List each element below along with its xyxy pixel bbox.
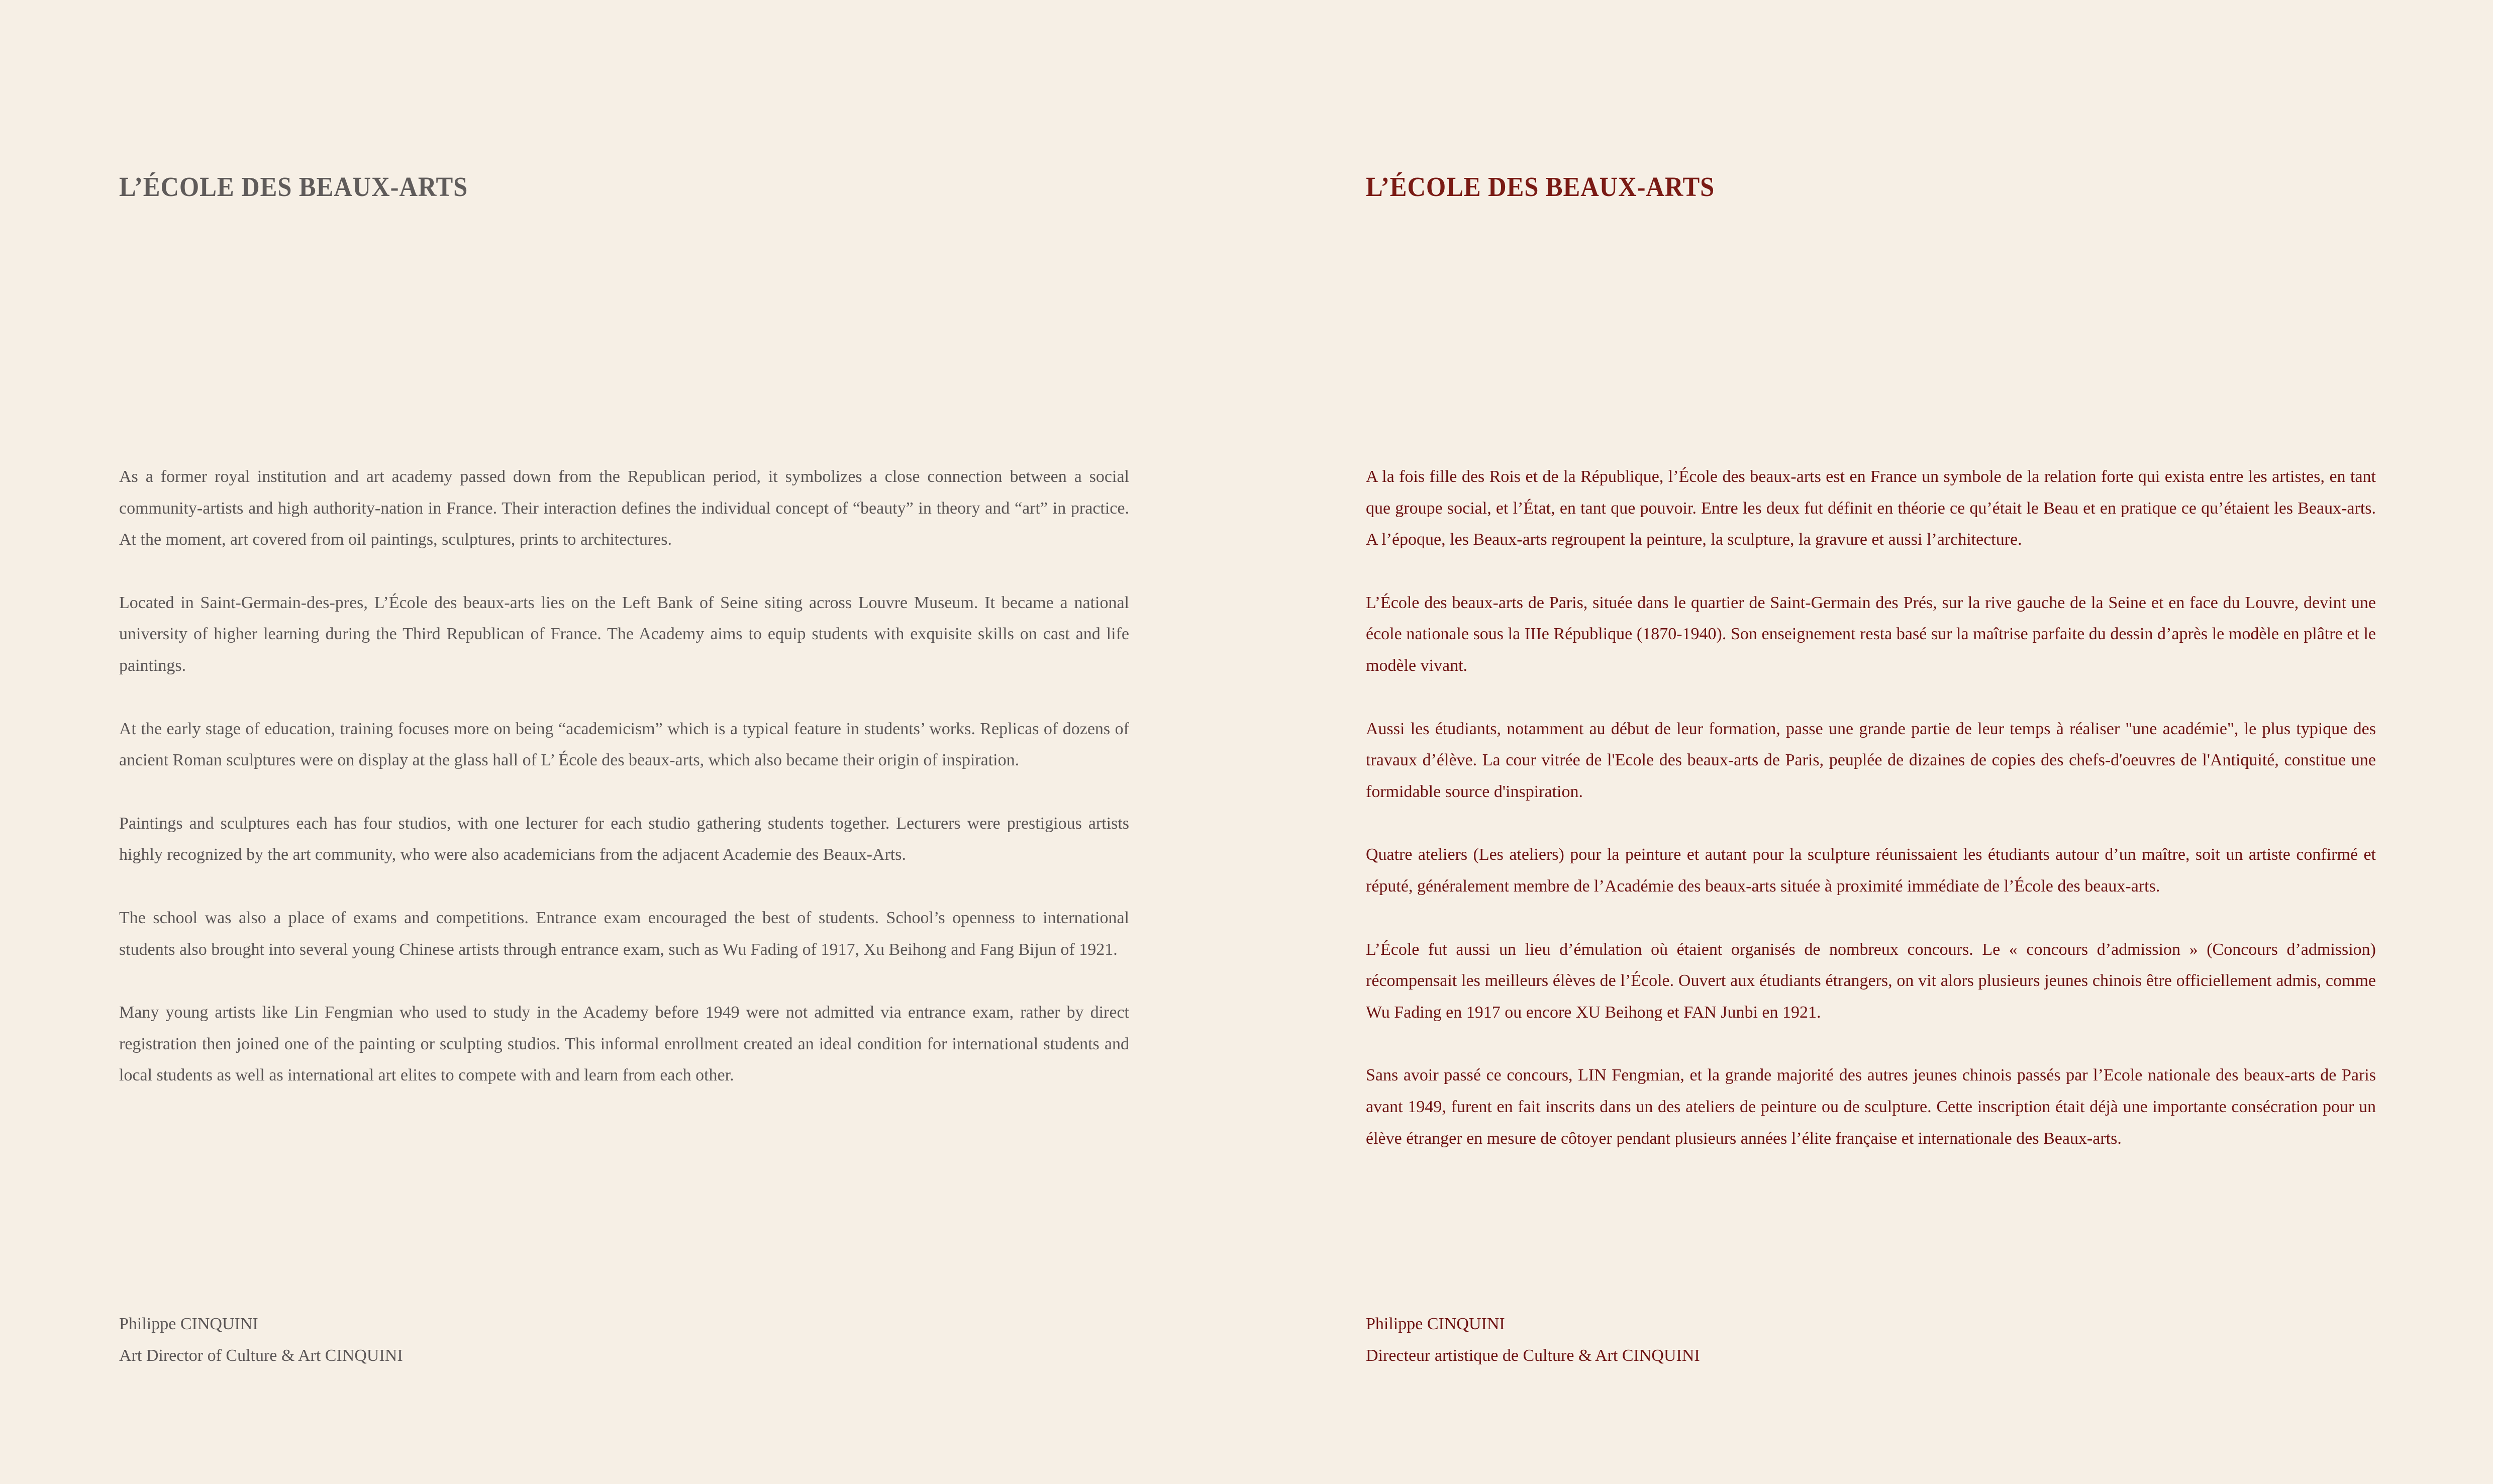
french-paragraph-4: Quatre ateliers (Les ateliers) pour la peinture et autant pour la sculpture réunissaient les étudiants autour d’un maître, soit un artiste confirmé et réputé, généralement membre de l’Académie des beaux-arts située à proximité immédiate de l’École des beaux-arts. — [1366, 845, 2376, 896]
english-signature-role: Art Director of Culture & Art CINQUINI — [119, 1346, 403, 1365]
french-paragraph-1: A la fois fille des Rois et de la République, l’École des beaux-arts est en France un symbole de la relation forte qui exista entre les artistes, en tant que groupe social, et l’État, en tant que pouvoir. Entre les deux fut définit en théorie ce qu’était le Beau et en pratique ce qu’étaient les Beaux-arts. A l’époque, les Beaux-arts regroupent la peinture, la sculpture, la gravure et aussi l’architecture. — [1366, 467, 2376, 549]
french-signature-name: Philippe CINQUINI — [1366, 1315, 1505, 1333]
english-paragraph-1: As a former royal institution and art academy passed down from the Republican period, it symbolizes a close connection between a social community-artists and high authority-nation in France. Their interaction defines the individual concept of “beauty” in theory and “art” in practice. At the moment, art covered from oil paintings, sculptures, prints to architectures. — [119, 467, 1129, 549]
french-paragraph-2: L’École des beaux-arts de Paris, située dans le quartier de Saint-Germain des Prés, sur la rive gauche de la Seine et en face du Louvre, devint une école nationale sous la IIIe République (1870-1940). Son enseignement resta basé sur la maîtrise parfaite du dessin d’après le modèle en plâtre et le modèle vivant. — [1366, 593, 2376, 675]
english-paragraph-4: Paintings and sculptures each has four studios, with one lecturer for each studio gathering students together. Lecturers were prestigious artists highly recognized by the art community, who were also academicians from the adjacent Academie des Beaux-Arts. — [119, 814, 1129, 864]
english-paragraph-6: Many young artists like Lin Fengmian who used to study in the Academy before 1949 were not admitted via entrance exam, rather by direct registration then joined one of the painting or sculpting studios. This informal enrollment created an ideal condition for international students and local students as well as international art elites to compete with and learn from each other. — [119, 1003, 1129, 1085]
english-paragraph-2: Located in Saint-Germain-des-pres, L’École des beaux-arts lies on the Left Bank of Seine siting across Louvre Museum. It became a national university of higher learning during the Third Republican of France. The Academy aims to equip students with exquisite skills on cast and life paintings. — [119, 593, 1129, 675]
french-paragraph-5: L’École fut aussi un lieu d’émulation où étaient organisés de nombreux concours. Le « concours d’admission » (Concours d’admission) récompensait les meilleurs élèves de l’École. Ouvert aux étudiants étrangers, on vit alors plusieurs jeunes chinois être officiellement admis, comme Wu Fading en 1917 ou encore XU Beihong et FAN Junbi en 1921. — [1366, 940, 2376, 1022]
french-title: L’ÉCOLE DES BEAUX-ARTS — [1366, 171, 1715, 202]
english-body — [119, 461, 1129, 1123]
french-signature — [1366, 1309, 1700, 1371]
english-signature-name: Philippe CINQUINI — [119, 1315, 258, 1333]
french-paragraph-3: Aussi les étudiants, notamment au début de leur formation, passe une grande partie de leur temps à réaliser "une académie", le plus typique des travaux d’élève. La cour vitrée de l'Ecole des beaux-arts de Paris, peuplée de dizaines de copies des chefs-d'oeuvres de l'Antiquité, constitue une formidable source d'inspiration. — [1366, 719, 2376, 801]
english-signature — [119, 1309, 403, 1371]
english-title: L’ÉCOLE DES BEAUX-ARTS — [119, 171, 468, 202]
french-signature-role: Directeur artistique de Culture & Art CINQUINI — [1366, 1346, 1700, 1365]
english-paragraph-3: At the early stage of education, training focuses more on being “academicism” which is a typical feature in students’ works. Replicas of dozens of ancient Roman sculptures were on display at the glass hall of L’ École des beaux-arts, which also became their origin of inspiration. — [119, 719, 1129, 770]
french-paragraph-6: Sans avoir passé ce concours, LIN Fengmian, et la grande majorité des autres jeunes chinois passés par l’Ecole nationale des beaux-arts de Paris avant 1949, furent en fait inscrits dans un des ateliers de peinture ou de sculpture. Cette inscription était déjà une importante consécration pour un élève étranger en mesure de côtoyer pendant plusieurs années l’élite française et internationale des Beaux-arts. — [1366, 1066, 2376, 1148]
english-paragraph-5: The school was also a place of exams and competitions. Entrance exam encouraged the best of students. School’s openness to international students also brought into several young Chinese artists through entrance exam, such as Wu Fading of 1917, Xu Beihong and Fang Bijun of 1921. — [119, 908, 1129, 959]
french-body — [1366, 461, 2376, 1186]
